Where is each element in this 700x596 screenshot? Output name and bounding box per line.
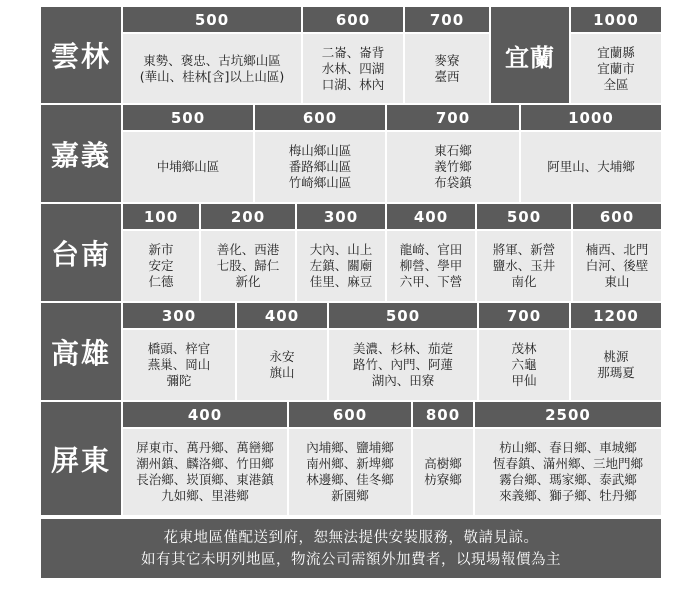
tainan-col-2	[201, 204, 295, 301]
price-header: 1200	[571, 303, 661, 328]
pingtung-col-3	[413, 402, 473, 515]
price-header: 400	[237, 303, 327, 328]
area-cell: 大內、山上 左鎮、關廟 佳里、麻豆	[297, 231, 385, 301]
pingtung-col-2	[289, 402, 411, 515]
yunlin-col-3	[405, 7, 489, 103]
region-label-kaohsiung: 高雄	[41, 303, 121, 400]
price-header: 400	[387, 204, 475, 229]
region-label-yilan: 宜蘭	[491, 7, 569, 103]
area-cell: 新市 安定 仁德	[123, 231, 199, 301]
price-header: 500	[123, 105, 253, 130]
area-cell: 麥寮 臺西	[405, 34, 489, 103]
section-tainan	[41, 204, 661, 301]
area-cell: 橋頭、梓官 燕巢、岡山 彌陀	[123, 330, 235, 400]
price-header: 300	[123, 303, 235, 328]
area-cell: 東石鄉 義竹鄉 布袋鎮	[387, 132, 519, 202]
price-header: 700	[405, 7, 489, 32]
kaohsiung-col-2	[237, 303, 327, 400]
area-cell: 龍崎、官田 柳營、學甲 六甲、下營	[387, 231, 475, 301]
area-cell: 梅山鄉山區 番路鄉山區 竹崎鄉山區	[255, 132, 385, 202]
price-header: 500	[123, 7, 301, 32]
region-label-yunlin: 雲林	[41, 7, 121, 103]
price-header: 1000	[571, 7, 661, 32]
area-cell: 中埔鄉山區	[123, 132, 253, 202]
price-header: 400	[123, 402, 287, 427]
area-cell: 二崙、崙背 水林、四湖 口湖、林內	[303, 34, 403, 103]
price-header: 500	[329, 303, 477, 328]
area-cell: 東勢、褒忠、古坑鄉山區 (華山、桂林[含]以上山區)	[123, 34, 301, 103]
area-cell: 阿里山、大埔鄉	[521, 132, 661, 202]
price-header: 800	[413, 402, 473, 427]
chiayi-col-1	[123, 105, 253, 202]
price-header: 500	[477, 204, 571, 229]
yunlin-col-2	[303, 7, 403, 103]
chiayi-col-2	[255, 105, 385, 202]
area-cell: 枋山鄉、春日鄉、車城鄉 恆春鎮、滿州鄉、三地門鄉 霧台鄉、瑪家鄉、泰武鄉 來義鄉、獅子鄉、牡丹鄉	[475, 429, 661, 515]
price-header: 100	[123, 204, 199, 229]
kaohsiung-col-3	[329, 303, 477, 400]
region-label-pingtung: 屏東	[41, 402, 121, 515]
area-cell: 善化、西港 七股、歸仁 新化	[201, 231, 295, 301]
area-cell: 屏東市、萬丹鄉、萬巒鄉 潮州鎮、麟洛鄉、竹田鄉 長治鄉、崁頂鄉、東港鎮 九如鄉、里港鄉	[123, 429, 287, 515]
price-header: 700	[387, 105, 519, 130]
area-cell: 永安 旗山	[237, 330, 327, 400]
tainan-col-1	[123, 204, 199, 301]
footer-line-1: 花東地區僅配送到府，恕無法提供安裝服務，敬請見諒。	[163, 529, 539, 546]
price-header: 200	[201, 204, 295, 229]
area-cell: 茂林 六龜 甲仙	[479, 330, 569, 400]
area-cell: 桃源 那瑪夏	[571, 330, 661, 400]
region-label-chiayi: 嘉義	[41, 105, 121, 202]
price-header: 600	[303, 7, 403, 32]
region-label-tainan: 台南	[41, 204, 121, 301]
footer-line-2: 如有其它未明列地區，物流公司需額外加費者，以現場報價為主	[141, 551, 561, 568]
area-cell: 宜蘭縣 宜蘭市 全區	[571, 34, 661, 103]
section-chiayi	[41, 105, 661, 202]
price-header: 600	[289, 402, 411, 427]
price-header: 700	[479, 303, 569, 328]
chiayi-col-3	[387, 105, 519, 202]
area-cell: 美濃、杉林、茄萣 路竹、內門、阿蓮 湖內、田寮	[329, 330, 477, 400]
pingtung-col-4	[475, 402, 661, 515]
tainan-col-6	[573, 204, 661, 301]
tainan-col-4	[387, 204, 475, 301]
price-header: 300	[297, 204, 385, 229]
shipping-fee-table	[41, 0, 661, 503]
price-header: 600	[573, 204, 661, 229]
kaohsiung-col-4	[479, 303, 569, 400]
yunlin-col-1	[123, 7, 301, 103]
footer-notice	[41, 519, 661, 578]
pingtung-col-1	[123, 402, 287, 515]
section-kaohsiung	[41, 303, 661, 400]
section-pingtung	[41, 402, 661, 515]
section-yunlin	[41, 7, 661, 103]
chiayi-col-4	[521, 105, 661, 202]
tainan-col-3	[297, 204, 385, 301]
area-cell: 將軍、新營 鹽水、玉井 南化	[477, 231, 571, 301]
kaohsiung-col-5	[571, 303, 661, 400]
price-header: 600	[255, 105, 385, 130]
area-cell: 內埔鄉、鹽埔鄉 南州鄉、新埤鄉 林邊鄉、佳冬鄉 新園鄉	[289, 429, 411, 515]
area-cell: 楠西、北門 白河、後壁 東山	[573, 231, 661, 301]
price-header: 2500	[475, 402, 661, 427]
area-cell: 高樹鄉 枋寮鄉	[413, 429, 473, 515]
kaohsiung-col-1	[123, 303, 235, 400]
yunlin-col-4	[571, 7, 661, 103]
price-header: 1000	[521, 105, 661, 130]
tainan-col-5	[477, 204, 571, 301]
